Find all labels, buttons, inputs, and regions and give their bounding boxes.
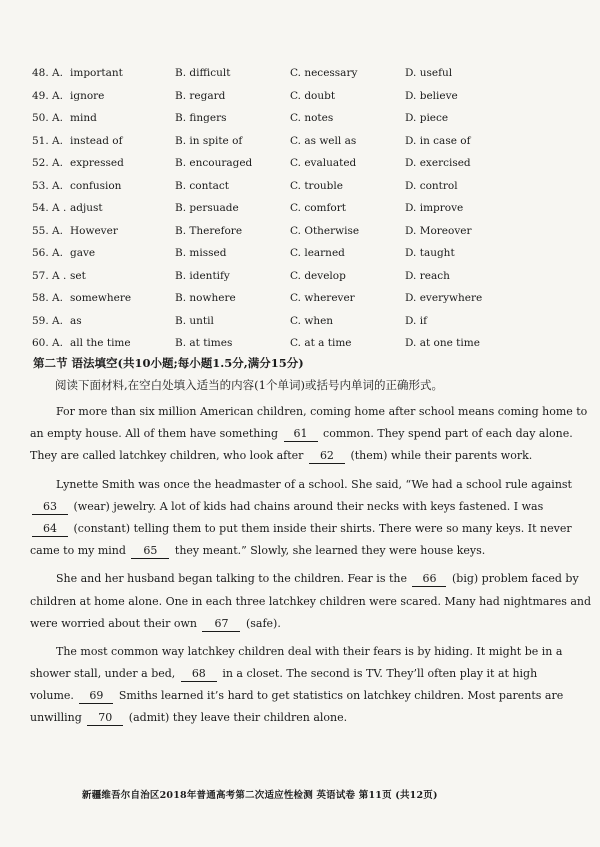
passage-text: (safe). (245, 616, 281, 630)
blank-63: 63 (32, 500, 68, 515)
choice-row-55 (32, 220, 572, 243)
blank-67: 67 (202, 617, 240, 632)
passage-line (30, 707, 530, 729)
option-a: as (70, 314, 82, 327)
option-b: B. contact (175, 179, 229, 192)
option-c: C. wherever (290, 292, 355, 304)
option-a: mind (70, 112, 97, 124)
passage-text: volume. (30, 689, 74, 703)
option-b: B. encouraged (175, 157, 253, 169)
option-c: C. when (290, 314, 334, 327)
choice-number: 57. A . (32, 269, 67, 282)
choice-row-54 (32, 197, 572, 220)
passage-text: Smiths learned it’s hard to get statistics on latchkey children. Most parents are (118, 689, 564, 703)
passage-text: common. They spend part of each day alone. (323, 427, 573, 441)
option-c: C. notes (290, 112, 334, 124)
section-instructions: 阅读下面材料,在空白处填入适当的内容(1个单词)或括号内单词的正确形式。 (55, 378, 443, 392)
passage-line (30, 641, 563, 663)
passage-text: they meant.” Slowly, she learned they were house keys. (174, 544, 486, 558)
option-d: D. Moreover (405, 224, 472, 237)
blank-68: 68 (181, 667, 217, 682)
blank-66: 66 (412, 572, 446, 587)
passage-line (30, 540, 530, 562)
passage-text: She and her husband began talking to the children. Fear is the (56, 572, 407, 586)
option-b: B. nowhere (175, 292, 236, 304)
option-d: D. exercised (405, 157, 471, 169)
blank-62: 62 (309, 449, 345, 464)
passage-text: (constant) telling them to put them inside their shirts. There were so many keys. It never (73, 521, 572, 535)
choice-number: 55. A. (32, 224, 63, 237)
option-a: important (70, 67, 123, 79)
passage-text: an empty house. All of them have something (30, 427, 279, 441)
choice-row-48 (32, 62, 572, 85)
option-b: B. Therefore (175, 224, 243, 237)
option-a: set (70, 269, 86, 282)
option-d: D. believe (405, 89, 458, 102)
option-a: adjust (70, 202, 103, 214)
choice-row-50 (32, 107, 572, 130)
option-c: C. Otherwise (290, 224, 360, 237)
section-heading: 第二节 语法填空(共10小题;每小题1.5分,满分15分) (33, 356, 304, 370)
choice-number: 56. A. (32, 247, 63, 259)
option-a: expressed (70, 157, 124, 169)
option-c: C. trouble (290, 179, 343, 192)
passage-line (30, 663, 538, 685)
choice-row-57 (32, 265, 572, 288)
page-footer: 新疆维吾尔自治区2018年普通高考第二次适应性检测 英语试卷 第11页 (共12页) (82, 790, 438, 801)
option-a: However (70, 224, 118, 237)
passage-text: in a closet. The second is TV. They’ll often play it at high (222, 667, 538, 681)
option-b: B. in spite of (175, 134, 243, 147)
passage-line (30, 401, 588, 423)
option-d: D. in case of (405, 134, 471, 147)
choice-number: 59. A. (32, 314, 63, 327)
passage-text: For more than six million American children, coming home after school means coming home to (56, 405, 588, 418)
option-b: B. until (175, 314, 214, 327)
option-b: B. identify (175, 269, 230, 282)
option-c: C. at a time (290, 337, 352, 349)
passage-line (30, 423, 573, 445)
choice-row-59 (32, 310, 572, 333)
choice-number: 54. A . (32, 202, 67, 214)
option-d: D. at one time (405, 337, 480, 349)
option-a: instead of (70, 134, 123, 147)
option-a: confusion (70, 179, 122, 192)
option-d: D. piece (405, 112, 449, 124)
passage-line (30, 591, 592, 613)
option-a: ignore (70, 89, 105, 102)
blank-65: 65 (131, 544, 169, 559)
option-c: C. necessary (290, 67, 358, 79)
option-b: B. persuade (175, 202, 239, 214)
option-c: C. as well as (290, 134, 357, 147)
passage-line (30, 474, 572, 496)
passage-line (30, 518, 572, 540)
option-c: C. comfort (290, 202, 346, 214)
choice-number: 50. A. (32, 112, 63, 124)
passage-text: shower stall, under a bed, (30, 667, 176, 681)
option-b: B. missed (175, 247, 227, 259)
passage-text: unwilling (30, 711, 82, 725)
option-d: D. useful (405, 67, 453, 79)
option-c: C. doubt (290, 89, 336, 102)
choice-number: 51. A. (32, 134, 63, 147)
option-c: C. develop (290, 269, 346, 282)
passage-text: The most common way latchkey children deal with their fears is by hiding. It might be in a (56, 644, 563, 658)
choice-row-56 (32, 242, 572, 265)
choice-row-53 (32, 175, 572, 198)
option-d: D. taught (405, 247, 455, 259)
option-d: D. reach (405, 269, 450, 282)
option-c: C. evaluated (290, 157, 357, 169)
choice-row-52 (32, 152, 572, 175)
choice-row-49 (32, 85, 572, 108)
passage-line (30, 496, 544, 518)
option-a: somewhere (70, 292, 132, 304)
option-b: B. regard (175, 89, 226, 102)
passage-text: children at home alone. One in each three latchkey children were scared. Many had nightmares and (30, 594, 592, 608)
blank-69: 69 (79, 689, 113, 704)
passage-text: came to my mind (30, 544, 126, 558)
choice-row-60 (32, 332, 572, 355)
choice-row-51 (32, 130, 572, 153)
option-b: B. at times (175, 337, 233, 349)
option-a: all the time (70, 337, 131, 349)
option-d: D. everywhere (405, 292, 483, 304)
grammar-fill-passage (30, 401, 592, 730)
option-b: B. difficult (175, 67, 231, 79)
passage-text: Lynette Smith was once the headmaster of a school. She said, “We had a school rule against (56, 477, 572, 491)
passage-text: (big) problem faced by (451, 572, 579, 586)
option-d: D. improve (405, 202, 464, 214)
choice-number: 60. A. (32, 337, 63, 349)
option-d: D. control (405, 179, 458, 192)
option-b: B. fingers (175, 112, 227, 124)
multiple-choice-options (32, 62, 572, 355)
passage-text: (admit) they leave their children alone. (128, 711, 348, 725)
blank-70: 70 (87, 711, 123, 726)
passage-text: (wear) jewelry. A lot of kids had chains around their necks with keys fastened. I was (73, 499, 544, 513)
choice-number: 53. A. (32, 179, 63, 192)
choice-row-58 (32, 287, 572, 310)
passage-line (30, 613, 530, 635)
passage-text: They are called latchkey children, who look after (30, 449, 304, 463)
option-d: D. if (405, 314, 427, 327)
choice-number: 48. A. (32, 67, 63, 79)
passage-line (30, 685, 564, 707)
choice-number: 58. A. (32, 292, 63, 304)
option-c: C. learned (290, 247, 345, 259)
option-a: gave (70, 247, 96, 259)
blank-61: 61 (284, 427, 318, 442)
blank-64: 64 (32, 522, 68, 537)
passage-line (30, 568, 579, 590)
choice-number: 49. A. (32, 89, 63, 102)
passage-text: were worried about their own (30, 616, 197, 630)
choice-number: 52. A. (32, 157, 63, 169)
passage-line (30, 445, 533, 467)
passage-text: (them) while their parents work. (350, 449, 533, 463)
